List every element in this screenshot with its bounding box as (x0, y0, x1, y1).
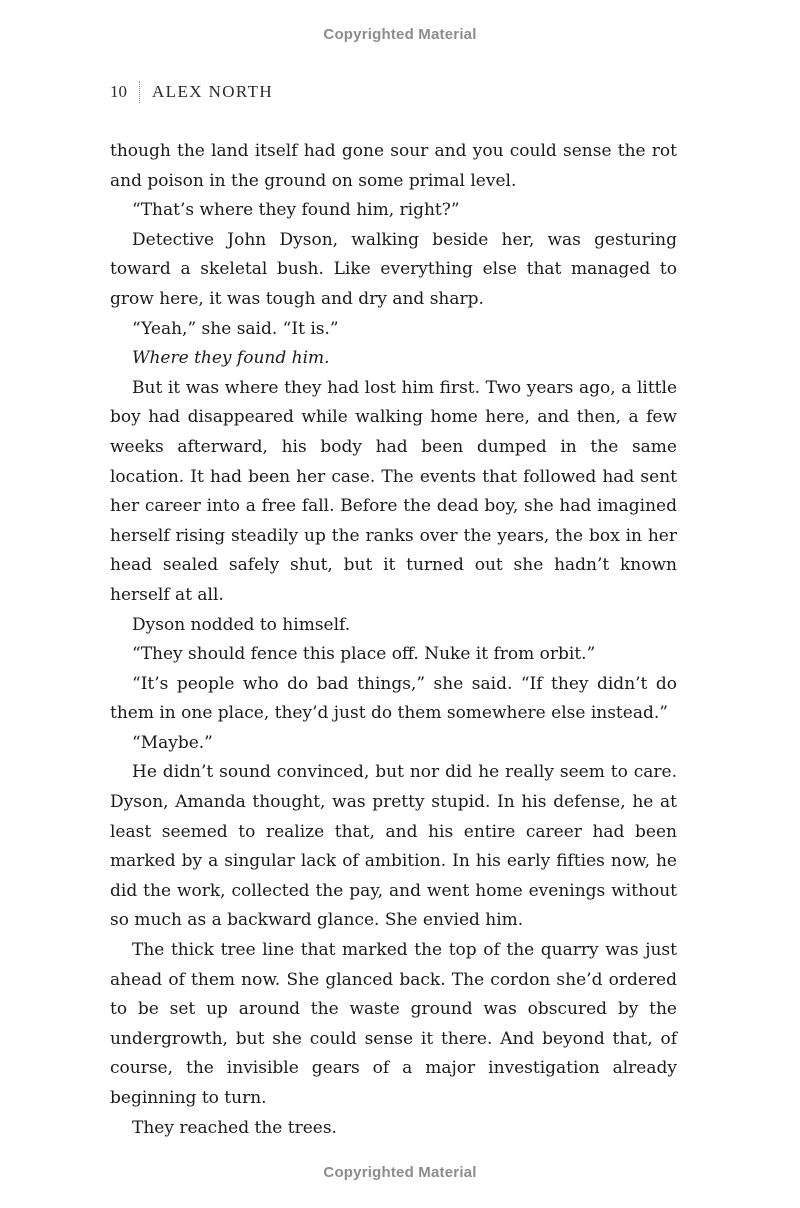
paragraph: Dyson nodded to himself. (132, 614, 351, 635)
paragraph: Detective John Dyson, walking beside her, was gesturing toward a skeletal bush. Like everything else that managed to grow here, it was tough and dry and sharp. (110, 229, 677, 309)
paragraph: “They should fence this place off. Nuke it from orbit.” (132, 644, 596, 665)
paragraph: They reached the trees. (132, 1117, 337, 1138)
copyright-watermark-bottom: Copyrighted Material (323, 1164, 477, 1181)
paragraph: The thick tree line that marked the top of the quarry was just ahead of them now. She glanced back. The cordon she’d ordered to be set up around the waste ground was obscured by the undergrowth, but she could sense it there. And beyond that, of course, the invisible gears of a major investigation already beginning to turn. (110, 940, 677, 1108)
copyright-watermark-top: Copyrighted Material (323, 26, 477, 43)
paragraph: “Yeah,” she said. “It is.” (132, 318, 339, 339)
header-divider (139, 81, 140, 103)
page-number: 10 (110, 82, 127, 101)
running-head (110, 80, 273, 104)
paragraph: He didn’t sound convinced, but nor did he really seem to care. Dyson, Amanda thought, was pretty stupid. In his defense, he at least seemed to realize that, and his entire career had been marked by a singular lack of ambition. In his early fifties now, he did the work, collected the pay, and went home evenings without so much as a backward glance. She envied him. (110, 762, 677, 931)
paragraph: “It’s people who do bad things,” she said. “If they didn’t do them in one place, they’d just do them somewhere else instead.” (110, 673, 677, 724)
paragraph: though the land itself had gone sour and you could sense the rot and poison in the ground on some primal level. (110, 141, 677, 191)
paragraph: “That’s where they found him, right?” (132, 200, 460, 221)
paragraph: But it was where they had lost him first. Two years ago, a little boy had disappeared while walking home here, and then, a few weeks afterward, his body had been dumped in the same location. It had been her case. The events that followed had sent her career into a free fall. Before the dead boy, she had imagined herself rising steadily up the ranks over the years, the box in her head sealed safely shut, but it turned out she hadn’t known herself at all. (110, 377, 677, 605)
paragraph-italic: Where they found him. (132, 348, 330, 369)
author-name: ALEX NORTH (152, 82, 274, 101)
paragraph: “Maybe.” (132, 732, 213, 753)
body-text (110, 137, 677, 1143)
